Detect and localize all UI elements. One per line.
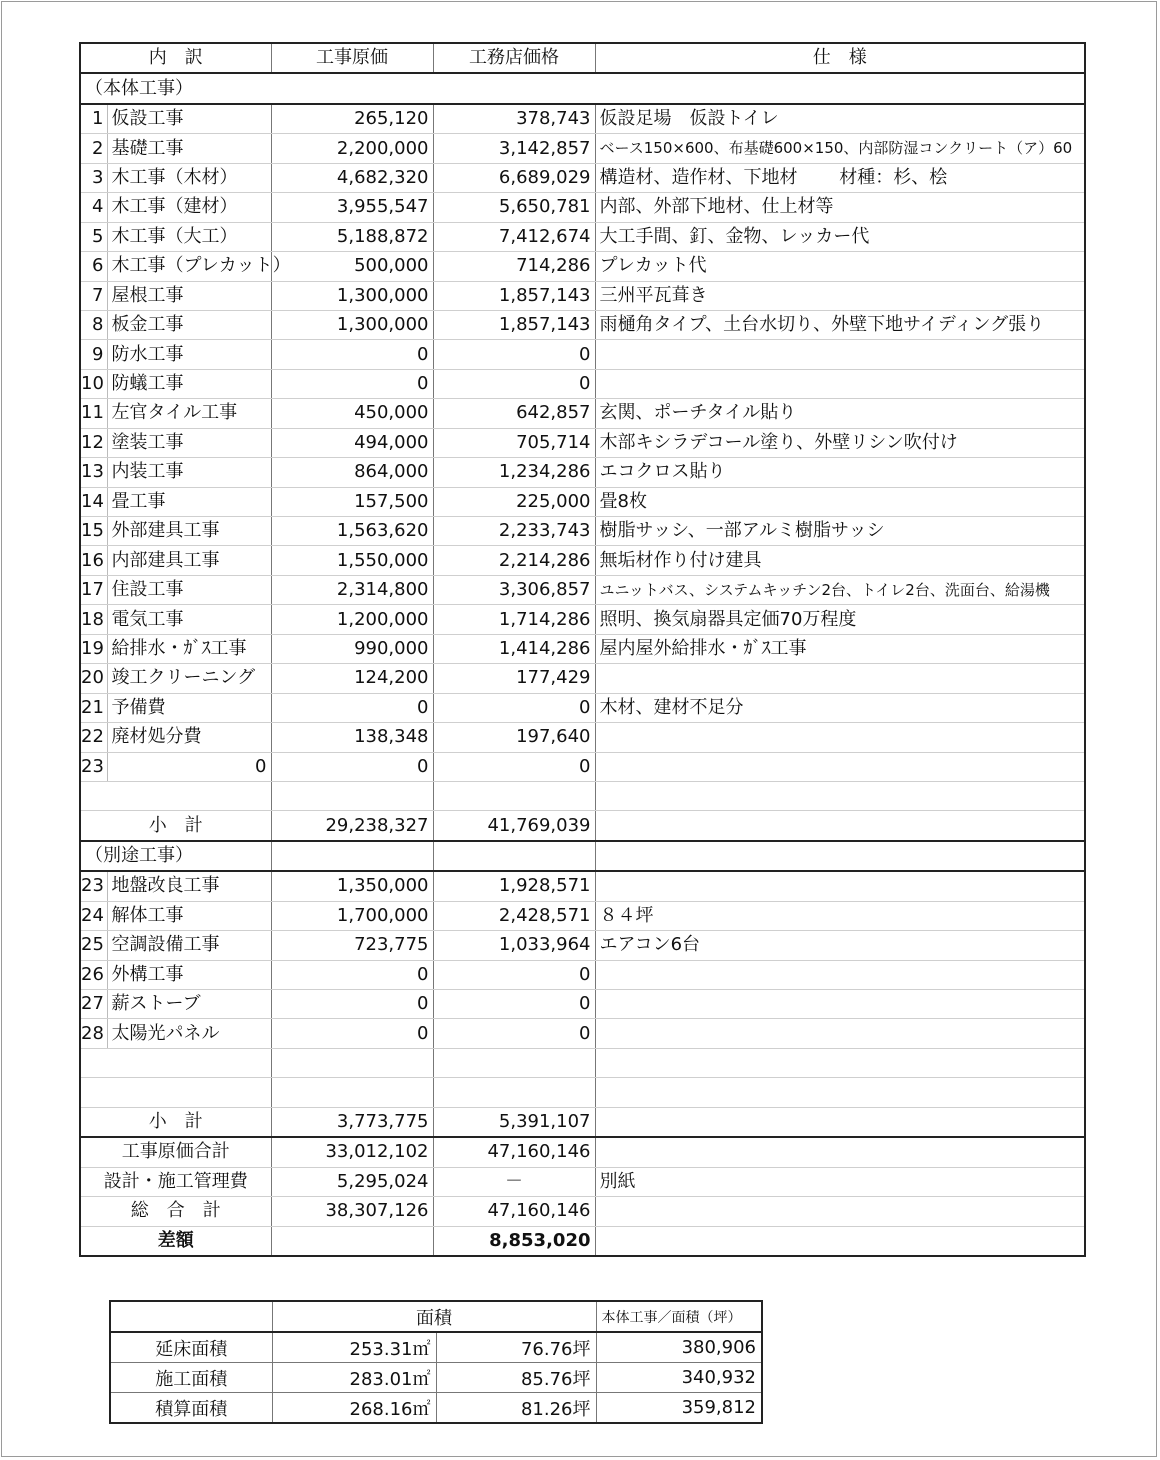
- item-name: 仮設工事: [107, 104, 271, 134]
- header-breakdown: 内 訳: [80, 43, 271, 73]
- cost-total-label: 工事原価合計: [80, 1137, 271, 1167]
- item-name: 解体工事: [107, 901, 271, 930]
- header-cost: 工事原価: [271, 43, 433, 73]
- row-number: 17: [80, 575, 107, 604]
- spec-cell: 屋内屋外給排水・ｶﾞｽ工事: [595, 634, 1085, 663]
- table-row: [80, 104, 1085, 134]
- cost-cell: 1,200,000: [271, 605, 433, 634]
- table-row: [80, 871, 1085, 901]
- area-row: [110, 1363, 762, 1393]
- row-number: 26: [80, 960, 107, 989]
- management-fee-label: 設計・施工管理費: [80, 1167, 271, 1196]
- header-price: 工務店価格: [433, 43, 595, 73]
- item-name: 内部建具工事: [107, 546, 271, 575]
- spec-cell: [595, 1019, 1085, 1048]
- subtotal-cost: 3,773,775: [271, 1107, 433, 1137]
- area-row: [110, 1393, 762, 1424]
- item-name: 基礎工事: [107, 134, 271, 163]
- table-row: [80, 281, 1085, 310]
- cost-cell: 124,200: [271, 664, 433, 693]
- item-name: 左官タイル工事: [107, 399, 271, 428]
- area-label: 施工面積: [110, 1363, 272, 1393]
- spec-cell: 構造材、造作材、下地材 材種：杉、桧: [595, 163, 1085, 192]
- price-cell: 177,429: [433, 664, 595, 693]
- table-row: [80, 487, 1085, 516]
- cost-cell: 0: [271, 960, 433, 989]
- row-number: 18: [80, 605, 107, 634]
- cost-cell: 2,200,000: [271, 134, 433, 163]
- item-name: 太陽光パネル: [107, 1019, 271, 1048]
- cost-cell: 157,500: [271, 487, 433, 516]
- row-number: 11: [80, 399, 107, 428]
- section-separate-title-row: [80, 841, 1085, 871]
- row-number: 12: [80, 428, 107, 457]
- cost-cell: 4,682,320: [271, 163, 433, 192]
- row-number: 23: [80, 752, 107, 781]
- cost-total-cost: 33,012,102: [271, 1137, 433, 1167]
- subtotal-cost: 29,238,327: [271, 811, 433, 841]
- row-number: 24: [80, 901, 107, 930]
- row-number: 13: [80, 458, 107, 487]
- table-row: [80, 163, 1085, 192]
- cost-cell: 450,000: [271, 399, 433, 428]
- item-name: 住設工事: [107, 575, 271, 604]
- area-label: 積算面積: [110, 1393, 272, 1424]
- price-cell: 2,214,286: [433, 546, 595, 575]
- row-number: 14: [80, 487, 107, 516]
- spec-cell: 雨樋角タイプ、土台水切り、外壁下地サイディング張り: [595, 310, 1085, 339]
- cost-total-row: [80, 1137, 1085, 1167]
- cost-cell: 1,300,000: [271, 281, 433, 310]
- spec-cell: [595, 752, 1085, 781]
- spec-cell: プレカット代: [595, 252, 1085, 281]
- cost-cell: 1,300,000: [271, 310, 433, 339]
- table-row: [80, 990, 1085, 1019]
- table-row: [80, 752, 1085, 781]
- cost-cell: 864,000: [271, 458, 433, 487]
- price-cell: 1,857,143: [433, 310, 595, 339]
- price-cell: 0: [433, 960, 595, 989]
- spec-cell: 照明、換気扇器具定価70万程度: [595, 605, 1085, 634]
- table-row: [80, 1019, 1085, 1048]
- area-row: [110, 1332, 762, 1363]
- spec-cell: [595, 340, 1085, 369]
- spec-cell: [595, 990, 1085, 1019]
- table-row: [80, 399, 1085, 428]
- section-main-title-row: [80, 73, 1085, 103]
- table-row: [80, 960, 1085, 989]
- cost-cell: 3,955,547: [271, 193, 433, 222]
- row-number: 4: [80, 193, 107, 222]
- row-number: 8: [80, 310, 107, 339]
- cost-cell: 138,348: [271, 723, 433, 752]
- table-row: [80, 575, 1085, 604]
- item-name: 屋根工事: [107, 281, 271, 310]
- subtotal-price: 5,391,107: [433, 1107, 595, 1137]
- area-sqm: 253.31㎡: [272, 1332, 436, 1363]
- area-header: 面積: [272, 1301, 596, 1332]
- price-cell: 0: [433, 340, 595, 369]
- row-number: 19: [80, 634, 107, 663]
- spec-cell: エコクロス貼り: [595, 458, 1085, 487]
- table-row: [80, 664, 1085, 693]
- management-fee-price: －: [433, 1167, 595, 1196]
- difference-label: 差額: [80, 1226, 271, 1256]
- subtotal-row: [80, 1107, 1085, 1137]
- spec-cell: [595, 723, 1085, 752]
- item-name: 地盤改良工事: [107, 871, 271, 901]
- item-name: 防水工事: [107, 340, 271, 369]
- spec-cell: 無垢材作り付け建具: [595, 546, 1085, 575]
- price-cell: 0: [433, 990, 595, 1019]
- item-name: 内装工事: [107, 458, 271, 487]
- price-cell: 1,414,286: [433, 634, 595, 663]
- cost-cell: 0: [271, 340, 433, 369]
- row-number: 15: [80, 517, 107, 546]
- cost-cell: 1,700,000: [271, 901, 433, 930]
- row-number: 21: [80, 693, 107, 722]
- table-row: [80, 901, 1085, 930]
- price-cell: 1,033,964: [433, 931, 595, 960]
- item-name: 塗装工事: [107, 428, 271, 457]
- area-tsubo: 81.26坪: [436, 1393, 596, 1424]
- cost-cell: 494,000: [271, 428, 433, 457]
- area-tsubo: 76.76坪: [436, 1332, 596, 1363]
- price-cell: 7,412,674: [433, 222, 595, 251]
- cost-cell: 723,775: [271, 931, 433, 960]
- row-number: 5: [80, 222, 107, 251]
- spec-cell: 樹脂サッシ、一部アルミ樹脂サッシ: [595, 517, 1085, 546]
- cost-cell: 1,563,620: [271, 517, 433, 546]
- table-row: [80, 723, 1085, 752]
- spec-cell: 大工手間、釘、金物、レッカー代: [595, 222, 1085, 251]
- item-name: 空調設備工事: [107, 931, 271, 960]
- difference-price: 8,853,020: [433, 1226, 595, 1256]
- cost-cell: 0: [271, 369, 433, 398]
- table-header-row: [80, 43, 1085, 73]
- cost-per-tsubo: 340,932: [596, 1363, 762, 1393]
- cost-cell: 0: [271, 693, 433, 722]
- price-cell: 1,234,286: [433, 458, 595, 487]
- cost-cell: 0: [271, 752, 433, 781]
- spec-cell: [595, 871, 1085, 901]
- area-sqm: 283.01㎡: [272, 1363, 436, 1393]
- blank-row: [80, 1048, 1085, 1077]
- header-spec: 仕 様: [595, 43, 1085, 73]
- item-name: 木工事（木材）: [107, 163, 271, 192]
- cost-cell: 265,120: [271, 104, 433, 134]
- management-fee-cost: 5,295,024: [271, 1167, 433, 1196]
- item-name: 木工事（プレカット）: [107, 252, 271, 281]
- row-number: 10: [80, 369, 107, 398]
- price-cell: 1,857,143: [433, 281, 595, 310]
- cost-total-price: 47,160,146: [433, 1137, 595, 1167]
- item-name: 板金工事: [107, 310, 271, 339]
- row-number: 25: [80, 931, 107, 960]
- row-number: 20: [80, 664, 107, 693]
- cost-cell: 990,000: [271, 634, 433, 663]
- section-title: （別途工事）: [80, 841, 271, 871]
- cost-per-tsubo: 359,812: [596, 1393, 762, 1424]
- price-cell: 0: [433, 693, 595, 722]
- spec-cell: ８４坪: [595, 901, 1085, 930]
- row-number: 23: [80, 871, 107, 901]
- row-number: 3: [80, 163, 107, 192]
- row-number: 6: [80, 252, 107, 281]
- grand-total-cost: 38,307,126: [271, 1197, 433, 1226]
- area-table: [109, 1300, 763, 1424]
- row-number: 7: [80, 281, 107, 310]
- price-cell: 225,000: [433, 487, 595, 516]
- row-number: 27: [80, 990, 107, 1019]
- price-cell: 0: [433, 1019, 595, 1048]
- cost-cell: 1,550,000: [271, 546, 433, 575]
- table-row: [80, 458, 1085, 487]
- price-cell: 1,928,571: [433, 871, 595, 901]
- cost-cell: 0: [271, 1019, 433, 1048]
- cost-per-tsubo: 380,906: [596, 1332, 762, 1363]
- spec-cell: 木材、建材不足分: [595, 693, 1085, 722]
- item-name: 給排水・ｶﾞｽ工事: [107, 634, 271, 663]
- table-row: [80, 546, 1085, 575]
- row-number: 1: [80, 104, 107, 134]
- price-cell: 1,714,286: [433, 605, 595, 634]
- price-cell: 3,306,857: [433, 575, 595, 604]
- subtotal-row: [80, 811, 1085, 841]
- table-row: [80, 134, 1085, 163]
- grand-total-price: 47,160,146: [433, 1197, 595, 1226]
- spec-cell: 仮設足場 仮設トイレ: [595, 104, 1085, 134]
- price-cell: 197,640: [433, 723, 595, 752]
- management-fee-row: [80, 1167, 1085, 1196]
- subtotal-label: 小 計: [80, 811, 271, 841]
- table-row: [80, 252, 1085, 281]
- price-cell: 2,428,571: [433, 901, 595, 930]
- cost-cell: 2,314,800: [271, 575, 433, 604]
- spec-cell: ベース150×600、布基礎600×150、内部防湿コンクリート（ア）60: [595, 134, 1085, 163]
- item-name: 廃材処分費: [107, 723, 271, 752]
- item-name: 薪ストーブ: [107, 990, 271, 1019]
- spec-cell: 畳8枚: [595, 487, 1085, 516]
- cost-cell: 0: [271, 990, 433, 1019]
- difference-row: [80, 1226, 1085, 1256]
- row-number: 9: [80, 340, 107, 369]
- cost-cell: 1,350,000: [271, 871, 433, 901]
- area-tsubo: 85.76坪: [436, 1363, 596, 1393]
- management-fee-spec: 別紙: [595, 1167, 1085, 1196]
- row-number: 2: [80, 134, 107, 163]
- table-row: [80, 428, 1085, 457]
- section-title: （本体工事）: [80, 73, 1085, 103]
- grand-total-row: [80, 1197, 1085, 1226]
- table-row: [80, 222, 1085, 251]
- spec-cell: エアコン6台: [595, 931, 1085, 960]
- price-cell: 714,286: [433, 252, 595, 281]
- price-cell: 3,142,857: [433, 134, 595, 163]
- blank-row: [80, 1078, 1085, 1107]
- table-row: [80, 369, 1085, 398]
- spec-cell: [595, 960, 1085, 989]
- row-number: 16: [80, 546, 107, 575]
- estimate-table: [79, 42, 1086, 1257]
- table-row: [80, 693, 1085, 722]
- price-cell: 5,650,781: [433, 193, 595, 222]
- price-cell: 378,743: [433, 104, 595, 134]
- ratio-header: 本体工事／面積（坪）: [596, 1301, 762, 1332]
- item-name: 外部建具工事: [107, 517, 271, 546]
- spec-cell: [595, 664, 1085, 693]
- area-sqm: 268.16㎡: [272, 1393, 436, 1424]
- subtotal-price: 41,769,039: [433, 811, 595, 841]
- spec-cell: 玄関、ポーチタイル貼り: [595, 399, 1085, 428]
- price-cell: 642,857: [433, 399, 595, 428]
- table-row: [80, 310, 1085, 339]
- table-row: [80, 340, 1085, 369]
- cost-cell: 500,000: [271, 252, 433, 281]
- item-name: 木工事（大工）: [107, 222, 271, 251]
- price-cell: 0: [433, 752, 595, 781]
- spec-cell: [595, 369, 1085, 398]
- subtotal-label: 小 計: [80, 1107, 271, 1137]
- row-number: 28: [80, 1019, 107, 1048]
- item-name: 外構工事: [107, 960, 271, 989]
- item-name: 電気工事: [107, 605, 271, 634]
- spec-cell: 木部キシラデコール塗り、外壁リシン吹付け: [595, 428, 1085, 457]
- item-name: 0: [107, 752, 271, 781]
- price-cell: 0: [433, 369, 595, 398]
- item-name: 竣工クリーニング: [107, 664, 271, 693]
- item-name: 畳工事: [107, 487, 271, 516]
- spec-cell: ユニットバス、システムキッチン2台、トイレ2台、洗面台、給湯機: [595, 575, 1085, 604]
- item-name: 予備費: [107, 693, 271, 722]
- item-name: 防蟻工事: [107, 369, 271, 398]
- price-cell: 6,689,029: [433, 163, 595, 192]
- table-row: [80, 634, 1085, 663]
- table-row: [80, 605, 1085, 634]
- cost-cell: 5,188,872: [271, 222, 433, 251]
- blank-row: [80, 781, 1085, 810]
- table-row: [80, 517, 1085, 546]
- table-row: [80, 931, 1085, 960]
- price-cell: 2,233,743: [433, 517, 595, 546]
- area-header-row: [110, 1301, 762, 1332]
- row-number: 22: [80, 723, 107, 752]
- spec-cell: 内部、外部下地材、仕上材等: [595, 193, 1085, 222]
- area-label: 延床面積: [110, 1332, 272, 1363]
- table-row: [80, 193, 1085, 222]
- grand-total-label: 総 合 計: [80, 1197, 271, 1226]
- spec-cell: 三州平瓦葺き: [595, 281, 1085, 310]
- price-cell: 705,714: [433, 428, 595, 457]
- item-name: 木工事（建材）: [107, 193, 271, 222]
